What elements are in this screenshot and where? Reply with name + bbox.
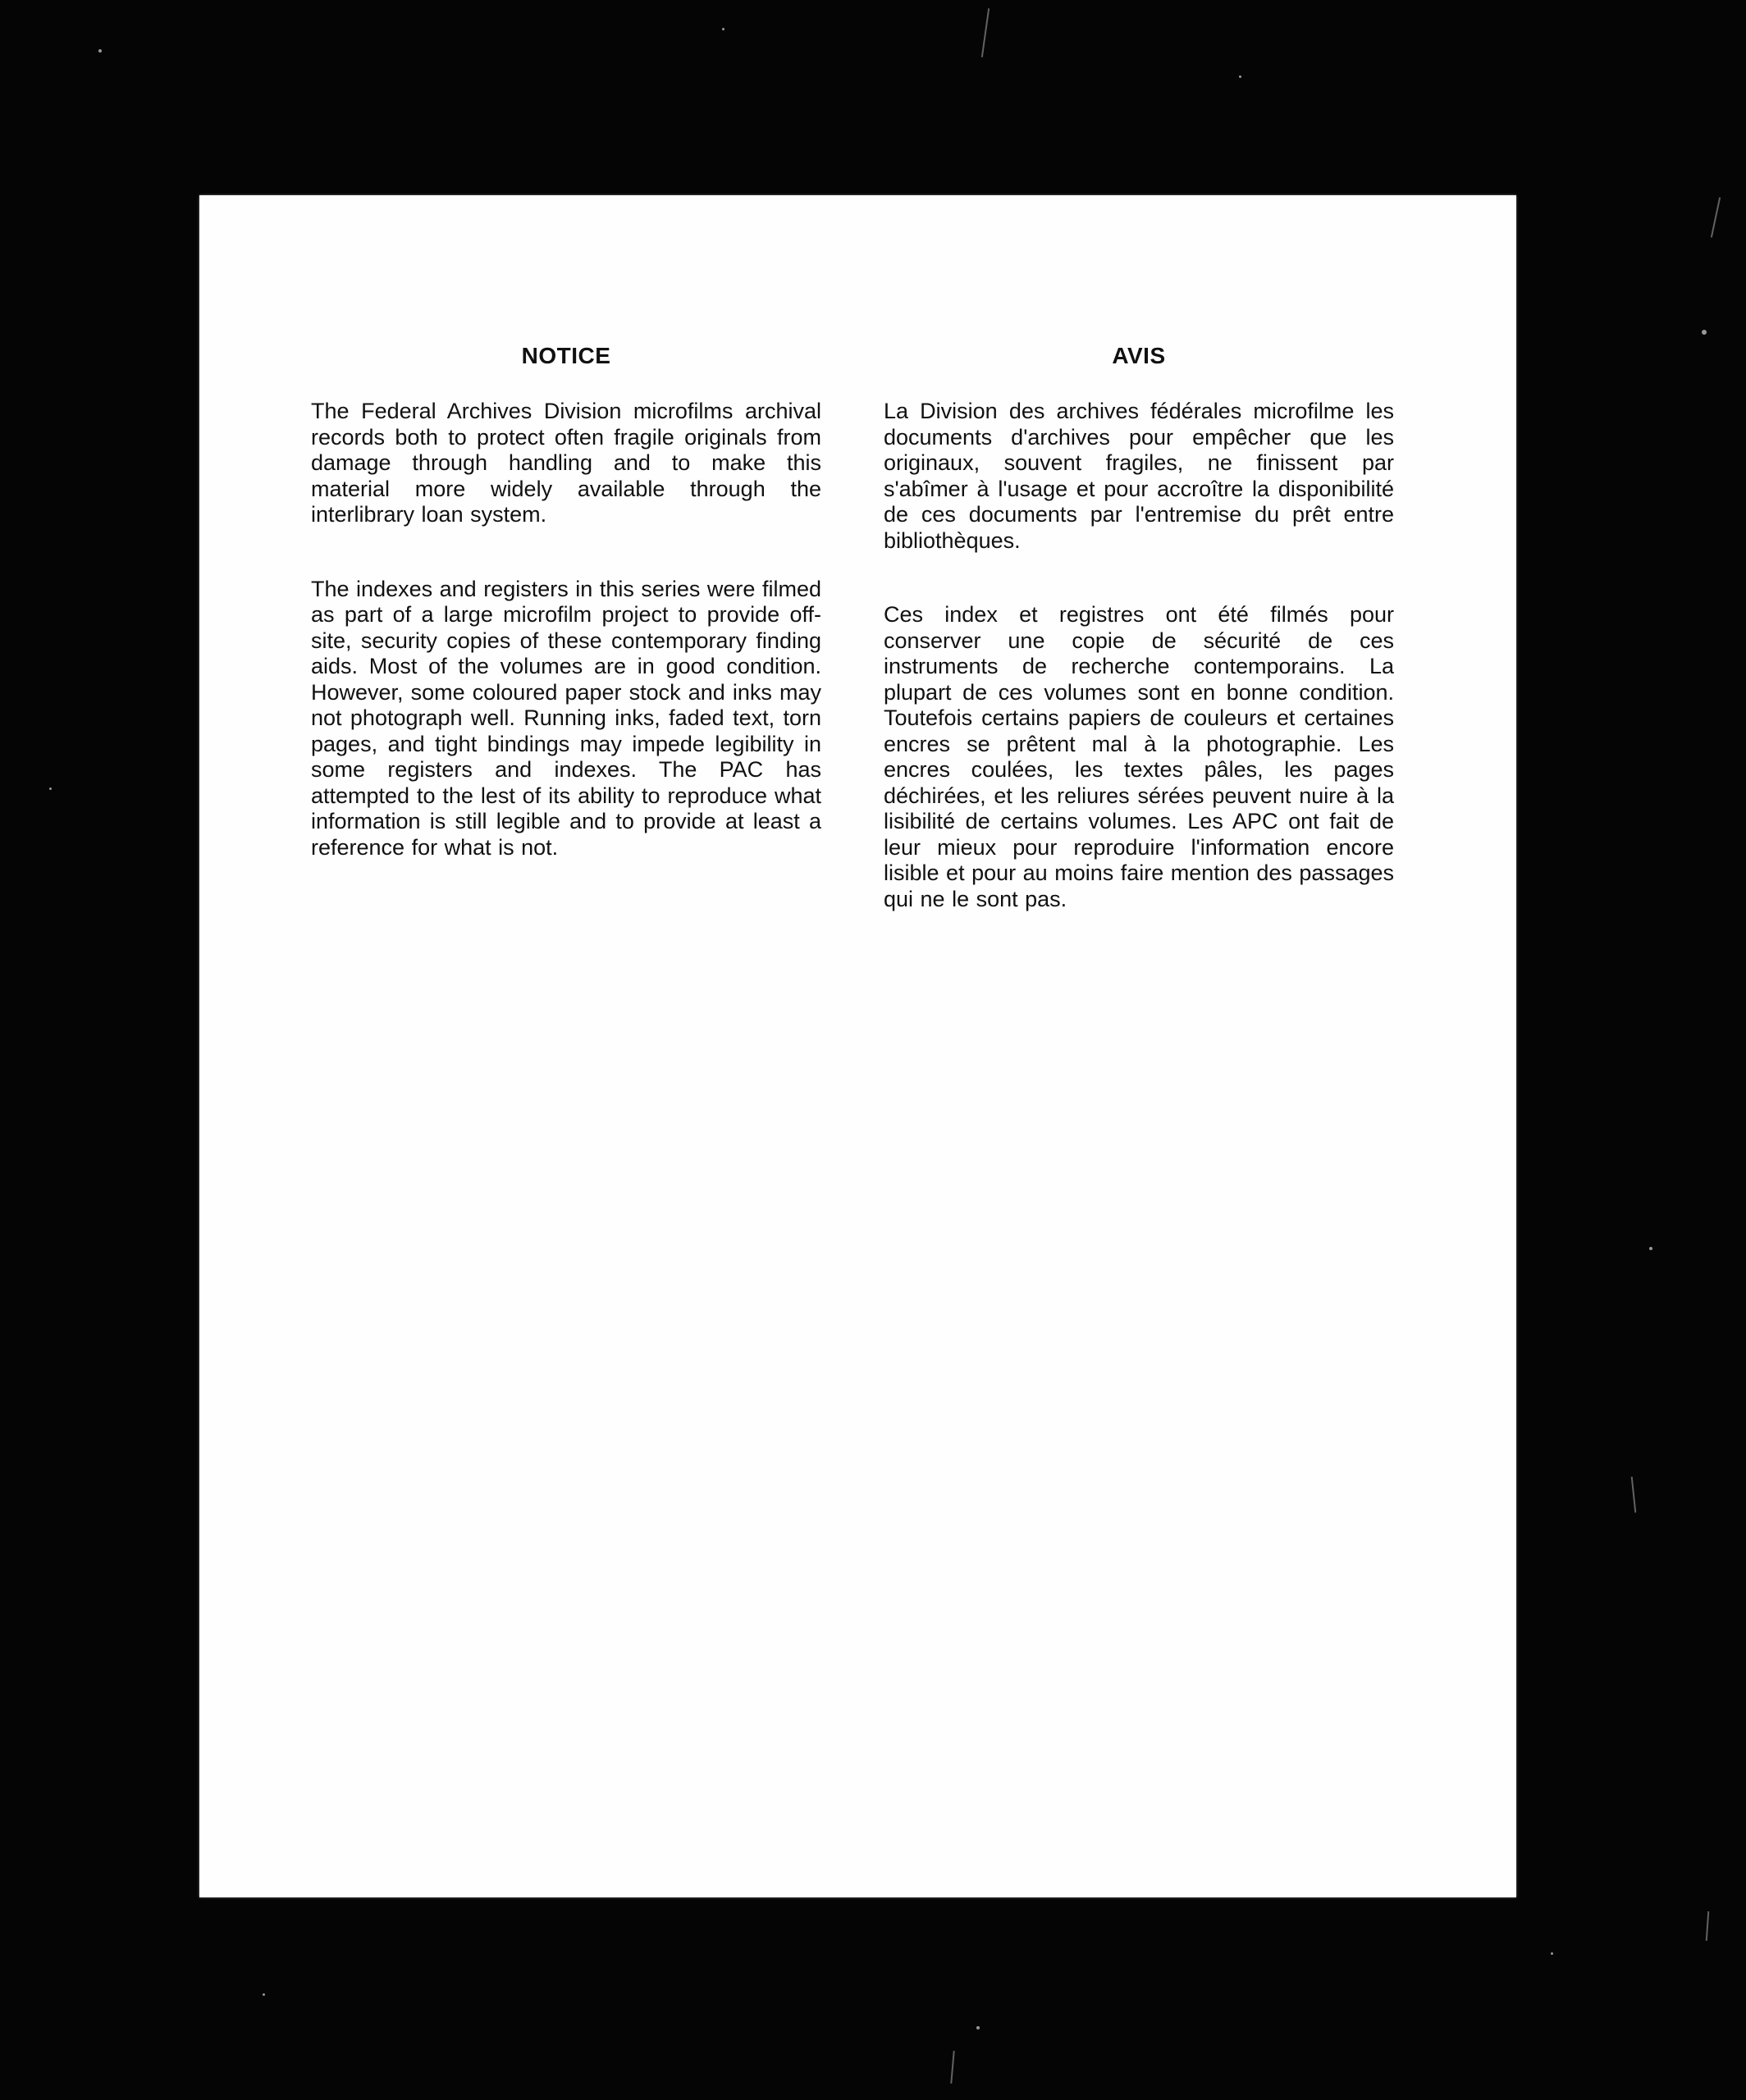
document-page: [199, 195, 1516, 1897]
film-speck: [722, 28, 724, 30]
film-scratch: [950, 2051, 954, 2084]
notice-paragraph: The Federal Archives Division microfilms archival records both to protect often fragile originals from damage through handling and to make this material more widely available through the interlibrary loan system.: [311, 399, 821, 527]
film-scratch: [1631, 1477, 1637, 1513]
film-speck: [1551, 1952, 1553, 1955]
film-speck: [1649, 1247, 1652, 1250]
film-speck: [98, 49, 102, 52]
film-speck: [976, 2026, 980, 2029]
notice-heading: NOTICE: [521, 343, 611, 368]
film-scratch: [1711, 197, 1721, 237]
avis-paragraph: Ces index et registres ont été filmés pour conserver une copie de sécurité de ces instruments de recherche contemporains. La plupart de ces volumes sont en bonne condition. Toutefois certains papiers de couleurs et certaines encres se prêtent mal à la photographie. Les encres coulées, les textes pâles, les pages déchirées, et les reliures sérées peuvent nuire à la lisibilité de certains volumes. Les APC ont fait de leur mieux pour reproduire l'information encore lisible et pour au moins faire mention des passages qui ne le sont pas.: [884, 602, 1394, 911]
film-speck: [1239, 75, 1241, 78]
notice-paragraph: The indexes and registers in this series were filmed as part of a large microfilm project to provide off-site, security copies of these contemporary finding aids. Most of the volumes are in good condition. However, some coloured paper stock and inks may not photograph well. Running inks, faded text, torn pages, and tight bindings may impede legibility in some registers and indexes. The PAC has attempted to the lest of its ability to reproduce what information is still legible and to provide at least a reference for what is not.: [311, 576, 821, 860]
film-speck: [49, 788, 52, 790]
film-scratch: [1706, 1911, 1710, 1941]
notice-section: [311, 345, 821, 861]
film-speck: [1702, 330, 1707, 335]
avis-paragraph: La Division des archives fédérales microfilme les documents d'archives pour empêcher que les originaux, souvent fragiles, ne finissent par s'abîmer à l'usage et pour accroître la disponibilité de ces documents par l'entremise du prêt entre bibliothèques.: [884, 399, 1394, 553]
film-scratch: [981, 8, 990, 57]
avis-section: [884, 345, 1394, 912]
film-speck: [263, 1993, 265, 1996]
avis-heading: AVIS: [1112, 343, 1166, 368]
